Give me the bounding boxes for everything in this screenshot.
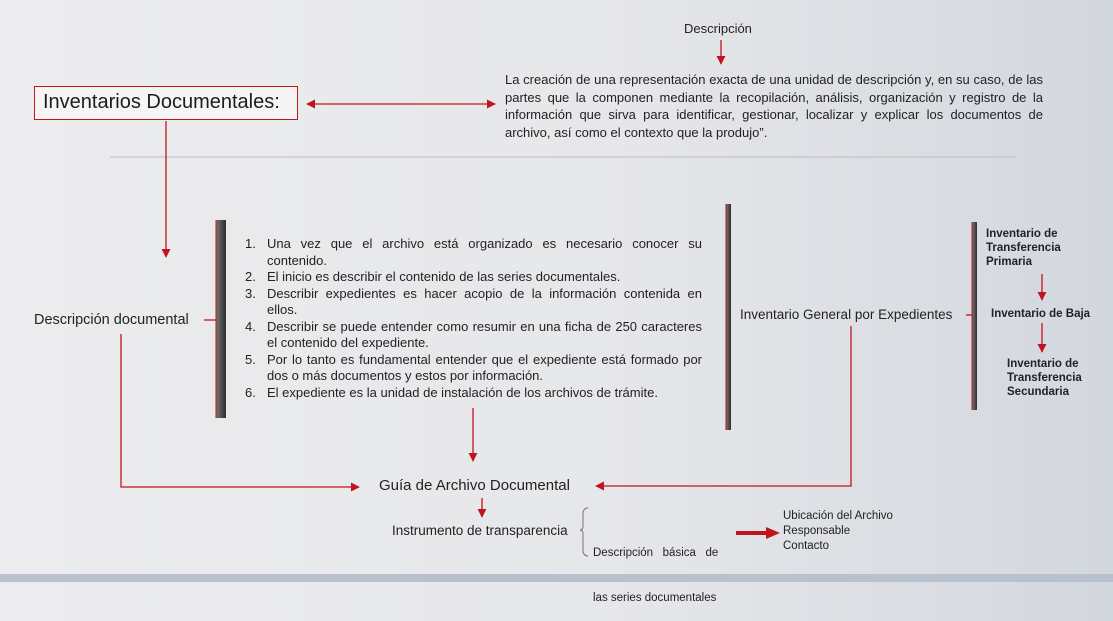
general-bracket: [726, 204, 731, 430]
contact-details: [783, 509, 893, 554]
description-heading: Descripción: [684, 21, 752, 36]
list-item: 5. Por lo tanto es fundamental entender que el expediente está formado por dos o más documentos y estos por información.: [245, 351, 702, 383]
list-item: 1. Una vez que el archivo está organizado es necesario conocer su contenido.: [245, 236, 702, 268]
guia-label: Guía de Archivo Documental: [379, 477, 570, 494]
descripcion-documental-label: Descripción documental: [34, 312, 189, 328]
page-title: Inventarios Documentales:: [34, 86, 298, 120]
inventario-secundaria-label: Inventario de Transferencia Secundaria: [1007, 358, 1082, 398]
instrumento-label: Instrumento de transparencia: [392, 523, 568, 538]
ubicacion-text: Ubicación del Archivo: [783, 510, 893, 522]
descripcion-basica-label: Descripción básica de las series documentales: [593, 547, 719, 604]
bottom-strip: [0, 574, 1113, 582]
list-item: 6. El expediente es la unidad de instalación de los archivos de trámite.: [245, 384, 658, 400]
list-item: 3. Describir expedientes es hacer acopio de la información contenida en ellos.: [245, 285, 702, 317]
list-item: 2. El inicio es describir el contenido de las series documentales.: [245, 269, 621, 284]
responsable-text: Responsable: [783, 525, 851, 537]
contacto-text: Contacto: [783, 540, 830, 552]
small-brace: [580, 508, 588, 556]
inventarios-bracket: [972, 222, 977, 410]
inventario-general-label: Inventario General por Expedientes: [740, 307, 953, 322]
inventario-baja-label: Inventario de Baja: [991, 308, 1091, 320]
steps-list: [245, 236, 702, 401]
description-text: La creación de una representación exacta de una unidad de descripción y, en su caso, de las partes que la componen mediante la recopilación, análisis, organización y registro de la información que sirva para identificar, gestionar, localizar y explicar los documentos de archivo, así como el contexto que la produjo”.: [505, 72, 1043, 140]
inventario-primaria-label: Inventario de Transferencia Primaria: [986, 228, 1061, 268]
list-item: 4. Describir se puede entender como resumir en una ficha de 250 caracteres el contenido del expediente.: [245, 318, 702, 350]
list-bracket: [216, 220, 226, 418]
